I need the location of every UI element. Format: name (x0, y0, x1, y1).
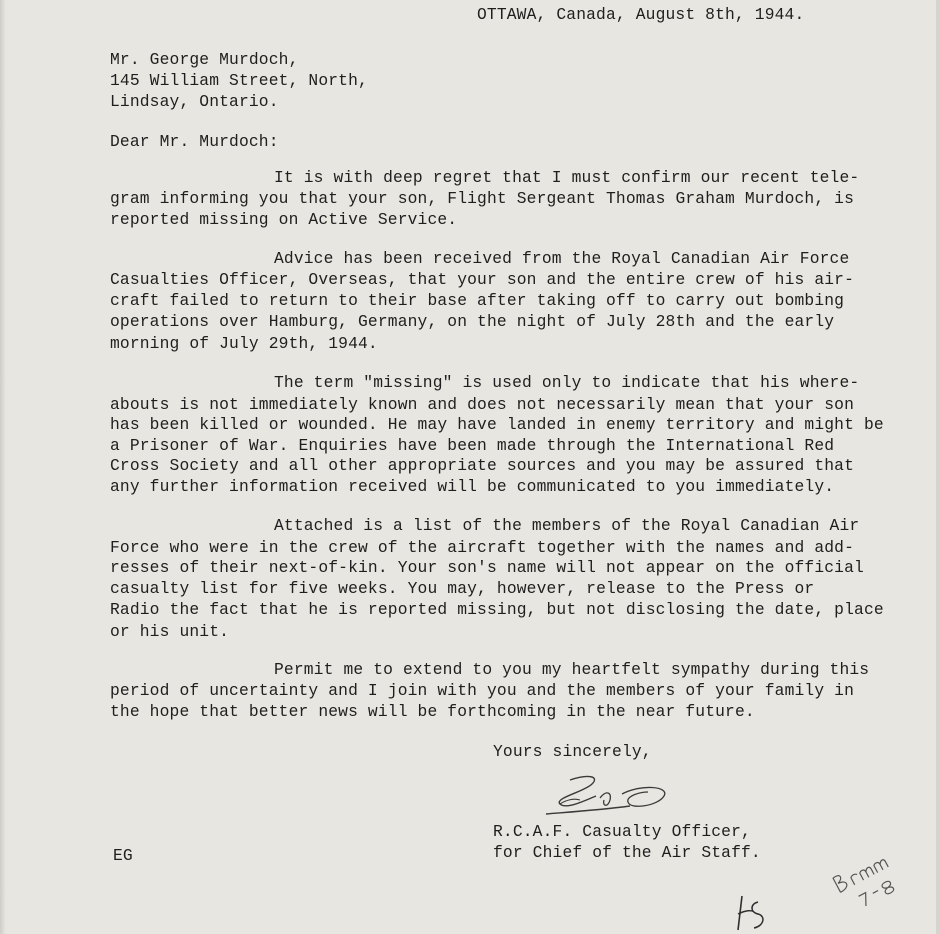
paragraph-5-line-1: Permit me to extend to you my heartfelt sympathy during this (274, 660, 870, 679)
paragraph-2-line-3: craft failed to return to their base after taking off to carry out bombing (110, 291, 845, 310)
paragraph-1-line-3: reported missing on Active Service. (110, 210, 458, 229)
paragraph-2-line-1: Advice has been received from the Royal Canadian Air Force (274, 249, 850, 268)
paragraph-3-line-1: The term "missing" is used only to indicate that his where- (274, 373, 860, 392)
dateline: OTTAWA, Canada, August 8th, 1944. (477, 5, 805, 24)
paragraph-2-line-5: morning of July 29th, 1944. (110, 334, 378, 353)
paragraph-4-line-4: casualty list for five weeks. You may, however, release to the Press or (110, 579, 815, 598)
signatory-line-2: for Chief of the Air Staff. (493, 843, 761, 862)
address-line-1: Mr. George Murdoch, (110, 50, 299, 69)
handwritten-mark (728, 892, 772, 934)
address-line-3: Lindsay, Ontario. (110, 92, 279, 111)
pencil-annotation (828, 842, 908, 918)
paragraph-1-line-2: gram informing you that your son, Flight Sergeant Thomas Graham Murdoch, is (110, 189, 855, 208)
address-line-2: 145 William Street, North, (110, 71, 368, 90)
paragraph-3-line-5: Cross Society and all other appropriate sources and you may be assured that (110, 456, 855, 475)
paragraph-4-line-3: resses of their next-of-kin. Your son's name will not appear on the official (110, 558, 864, 577)
paragraph-5-line-2: period of uncertainty and I join with you and the members of your family in (110, 681, 855, 700)
typist-initials: EG (113, 846, 133, 865)
paragraph-3-line-3: has been killed or wounded. He may have landed in enemy territory and might be (110, 415, 884, 434)
paragraph-4-line-6: or his unit. (110, 622, 230, 641)
page-edge-shadow (0, 0, 6, 934)
paragraph-2-line-4: operations over Hamburg, Germany, on the night of July 28th and the early (110, 312, 835, 331)
paragraph-3-line-4: a Prisoner of War. Enquiries have been made through the International Red (110, 436, 835, 455)
paragraph-4-line-1: Attached is a list of the members of the Royal Canadian Air (274, 516, 860, 535)
paragraph-3-line-2: abouts is not immediately known and does not necessarily mean that your son (110, 395, 855, 414)
paragraph-5-line-3: the hope that better news will be forthcoming in the near future. (110, 702, 755, 721)
paragraph-4-line-5: Radio the fact that he is reported missing, but not disclosing the date, place (110, 600, 884, 619)
paragraph-3-line-6: any further information received will be communicated to you immediately. (110, 477, 835, 496)
closing: Yours sincerely, (493, 742, 652, 761)
paragraph-1-line-1: It is with deep regret that I must confirm our recent tele- (274, 168, 860, 187)
paragraph-4-line-2: Force who were in the crew of the aircraft together with the names and add- (110, 538, 855, 557)
signatory-line-1: R.C.A.F. Casualty Officer, (493, 822, 751, 841)
paragraph-2-line-2: Casualties Officer, Overseas, that your son and the entire crew of his air- (110, 270, 855, 289)
handwritten-signature (540, 770, 680, 822)
salutation: Dear Mr. Murdoch: (110, 132, 279, 151)
